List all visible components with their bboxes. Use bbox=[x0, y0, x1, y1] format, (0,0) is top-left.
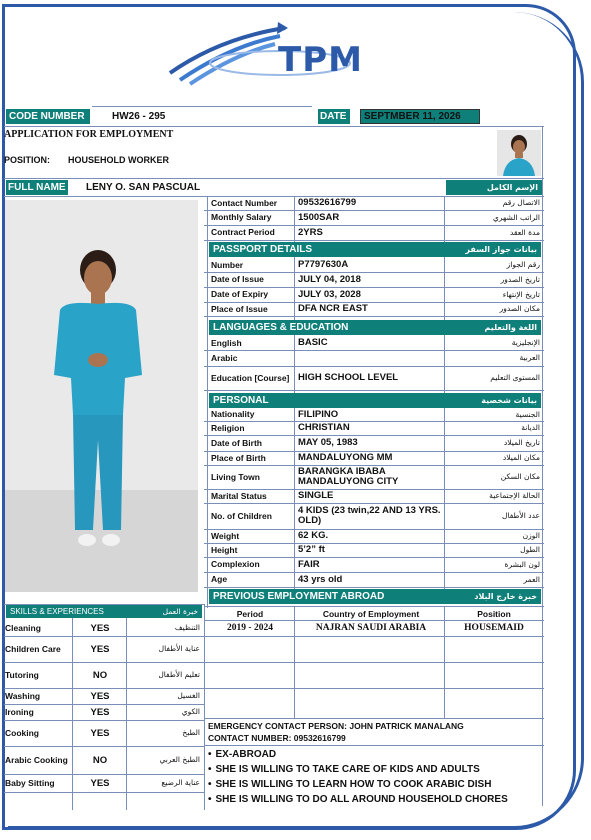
contact-row-value: 1500SAR bbox=[298, 211, 340, 223]
contact-row-label-ar: الراتب الشهري bbox=[493, 212, 540, 222]
skill-label-ar: الغسيل bbox=[177, 691, 200, 701]
employment-title-ar: خبرة خارج البلاد bbox=[474, 592, 537, 601]
emergency-contact-person: EMERGENCY CONTACT PERSON: JOHN PATRICK MANALANG bbox=[208, 721, 464, 731]
language-row-value bbox=[298, 350, 443, 366]
date-label: DATE bbox=[318, 109, 350, 124]
passport-row-label: Date of Issue bbox=[211, 274, 264, 285]
language-row-label: English bbox=[211, 337, 242, 348]
skill-label: Cleaning bbox=[5, 623, 41, 633]
languages-section-header bbox=[209, 320, 541, 335]
skill-label-ar: تعليم الأطفال bbox=[158, 670, 200, 680]
language-row-label-ar: العربية bbox=[519, 353, 540, 363]
bullet-icon: • bbox=[208, 764, 212, 775]
personal-row-value: FAIR bbox=[298, 558, 320, 570]
personal-row-label: Age bbox=[211, 574, 228, 585]
personal-title: PERSONAL bbox=[213, 395, 269, 406]
bullet-icon: • bbox=[208, 749, 212, 760]
position-label: POSITION: bbox=[4, 155, 51, 165]
remarks-list bbox=[208, 747, 542, 807]
skills-section-header bbox=[6, 605, 202, 618]
passport-title-ar: بيانات جواز السفر bbox=[465, 245, 537, 254]
personal-row-value: 62 KG. bbox=[298, 530, 329, 542]
remark-text: EX-ABROAD bbox=[215, 749, 277, 760]
passport-row-label: Place of Issue bbox=[211, 303, 268, 314]
remark-text: SHE IS WILLING TO TAKE CARE OF KIDS AND ADULTS bbox=[215, 764, 480, 775]
personal-title-ar: بيانات شخصية bbox=[481, 396, 537, 405]
remark-text: SHE IS WILLING TO DO ALL AROUND HOUSEHOLD CHORES bbox=[215, 794, 508, 805]
remark-item bbox=[208, 792, 542, 807]
remark-item bbox=[208, 762, 542, 777]
personal-row-label-ar: عدد الأطفال bbox=[502, 511, 540, 521]
skill-value: YES bbox=[90, 643, 110, 655]
language-row-value: BASIC bbox=[298, 337, 328, 349]
language-row-label-ar: المستوى التعليم bbox=[490, 373, 540, 383]
full-name-label: FULL NAME bbox=[6, 180, 68, 195]
language-row-label: Arabic bbox=[211, 352, 238, 363]
personal-row-label: Complexion bbox=[211, 559, 260, 570]
full-name-label-ar: الإسم الكامل bbox=[446, 180, 542, 195]
skill-value: NO bbox=[92, 669, 108, 681]
personal-row-value: 43 yrs old bbox=[298, 573, 343, 585]
contact-row-label: Contact Number bbox=[211, 197, 278, 208]
agency-logo bbox=[160, 18, 400, 88]
passport-section-header bbox=[209, 242, 541, 257]
remark-text: SHE IS WILLING TO LEARN HOW TO COOK ARABIC DISH bbox=[215, 779, 492, 790]
skill-label: Washing bbox=[5, 691, 41, 701]
skill-label: Cooking bbox=[5, 728, 39, 738]
personal-row-label-ar: الوزن bbox=[522, 531, 540, 541]
personal-row-label: Living Town bbox=[211, 471, 260, 482]
passport-row-label-ar: تاريخ الصدور bbox=[500, 274, 540, 284]
personal-row-value: SINGLE bbox=[298, 490, 334, 502]
skill-label: Children Care bbox=[5, 644, 61, 654]
passport-title: PASSPORT DETAILS bbox=[213, 244, 313, 255]
skill-value: YES bbox=[90, 727, 110, 739]
personal-row-label: Place of Birth bbox=[211, 452, 266, 463]
languages-title: LANGUAGES & EDUCATION bbox=[213, 322, 349, 333]
skill-label-ar: عناية الأطفال bbox=[158, 644, 200, 654]
passport-row-label-ar: رقم الجواز bbox=[506, 260, 540, 270]
skill-label: Ironing bbox=[5, 707, 34, 717]
contact-row-value: 2YRS bbox=[298, 226, 323, 238]
code-number-label: CODE NUMBER bbox=[6, 109, 90, 124]
employment-position: HOUSEMAID bbox=[464, 623, 524, 633]
personal-row-label: Religion bbox=[211, 422, 245, 433]
personal-row-label-ar: العمر bbox=[523, 574, 540, 584]
skill-label: Tutoring bbox=[5, 670, 39, 680]
skill-value: YES bbox=[90, 622, 110, 634]
languages-title-ar: اللغة والتعليم bbox=[484, 323, 537, 332]
full-name-value: LENY O. SAN PASCUAL bbox=[86, 182, 201, 193]
passport-row-label-ar: تاريخ الإنتهاء bbox=[502, 289, 540, 299]
personal-row-label-ar: مكان الميلاد bbox=[502, 453, 540, 463]
skills-title-ar: خبرة العمل bbox=[162, 607, 198, 616]
passport-row-label: Number bbox=[211, 259, 244, 270]
applicant-thumbnail-photo bbox=[497, 130, 541, 176]
personal-row-label: Date of Birth bbox=[211, 437, 262, 448]
personal-row-label-ar: الحالة الإجتماعية bbox=[489, 491, 540, 501]
skill-label: Arabic Cooking bbox=[5, 755, 68, 765]
personal-section-header bbox=[209, 393, 541, 408]
personal-row-label-ar: تاريخ الميلاد bbox=[503, 438, 540, 448]
personal-row-label-ar: مكان السكن bbox=[500, 472, 540, 482]
personal-row-label-ar: الديانة bbox=[521, 423, 540, 433]
skill-value: YES bbox=[90, 690, 110, 702]
position-value: HOUSEHOLD WORKER bbox=[68, 155, 169, 165]
code-number-value: HW26 - 295 bbox=[112, 111, 166, 122]
skill-label-ar: التنظيف bbox=[174, 623, 200, 633]
bullet-icon: • bbox=[208, 794, 212, 805]
personal-row-value: MANDALUYONG MM bbox=[298, 452, 393, 464]
bullet-icon: • bbox=[208, 779, 212, 790]
date-value: SEPTMBER 11, 2026 bbox=[360, 109, 480, 124]
passport-row-label-ar: مكان الصدور bbox=[499, 304, 540, 314]
skill-label-ar: عناية الرضيع bbox=[161, 778, 200, 788]
skill-label-ar: الكوي bbox=[181, 707, 200, 717]
employment-header-period: Period bbox=[236, 608, 264, 619]
personal-row-value: 5’2” ft bbox=[298, 544, 325, 556]
language-row-value: HIGH SCHOOL LEVEL bbox=[298, 372, 399, 384]
skill-label-ar: الطبخ العربي bbox=[159, 755, 200, 765]
emergency-contact-number: CONTACT NUMBER: 09532616799 bbox=[208, 733, 346, 743]
contact-row-label: Contract Period bbox=[211, 227, 275, 238]
skill-label: Baby Sitting bbox=[5, 778, 55, 788]
personal-row-value: MAY 05, 1983 bbox=[298, 437, 358, 449]
personal-row-label: No. of Children bbox=[211, 510, 272, 521]
personal-row-value: 4 KIDS (23 twin,22 AND 13 YRS. OLD) bbox=[298, 505, 441, 526]
skill-label-ar: الطبخ bbox=[182, 728, 200, 738]
personal-row-label: Weight bbox=[211, 530, 240, 541]
skill-value: YES bbox=[90, 706, 110, 718]
language-row-label: Education [Course] bbox=[211, 372, 290, 383]
passport-row-value: JULY 03, 2028 bbox=[298, 288, 361, 300]
employment-header-country: Country of Employment bbox=[322, 608, 420, 619]
contact-row-value: 09532616799 bbox=[298, 197, 357, 209]
contact-row-label: Monthly Salary bbox=[211, 212, 272, 223]
personal-row-label: Nationality bbox=[211, 409, 255, 420]
passport-row-value: JULY 04, 2018 bbox=[298, 273, 361, 285]
remark-item bbox=[208, 747, 542, 762]
personal-row-value: CHRISTIAN bbox=[298, 422, 350, 434]
language-row-label-ar: الإنجليزية bbox=[511, 338, 540, 348]
employment-period: 2019 - 2024 bbox=[227, 623, 273, 633]
employment-title: PREVIOUS EMPLOYMENT ABROAD bbox=[213, 591, 385, 602]
personal-row-label-ar: الطول bbox=[520, 545, 540, 555]
contact-row-label-ar: مدة العقد bbox=[510, 227, 540, 237]
passport-row-value: DFA NCR EAST bbox=[298, 303, 368, 315]
employment-country: NAJRAN SAUDI ARABIA bbox=[315, 623, 427, 633]
application-title: APPLICATION FOR EMPLOYMENT bbox=[4, 128, 174, 140]
personal-row-label-ar: الجنسية bbox=[515, 409, 540, 419]
applicant-full-photo bbox=[5, 200, 198, 592]
passport-row-value: P7797630A bbox=[298, 259, 349, 271]
employment-section-header bbox=[209, 589, 541, 604]
personal-row-value: BARANGKA IBABA MANDALUYONG CITY bbox=[298, 466, 399, 487]
personal-row-label: Height bbox=[211, 544, 238, 555]
personal-row-value: FILIPINO bbox=[298, 408, 339, 420]
employment-header-position: Position bbox=[477, 608, 511, 619]
skills-title: SKILLS & EXPERIENCES bbox=[10, 607, 104, 616]
remark-item bbox=[208, 777, 542, 792]
personal-row-label: Marital Status bbox=[211, 490, 267, 501]
contact-row-label-ar: الاتصال رقم bbox=[502, 198, 540, 208]
logo-text: TPM bbox=[278, 40, 363, 80]
skill-value: NO bbox=[92, 754, 108, 766]
skill-value: YES bbox=[90, 777, 110, 789]
passport-row-label: Date of Expiry bbox=[211, 289, 269, 300]
personal-row-label-ar: لون البشرة bbox=[504, 559, 540, 569]
